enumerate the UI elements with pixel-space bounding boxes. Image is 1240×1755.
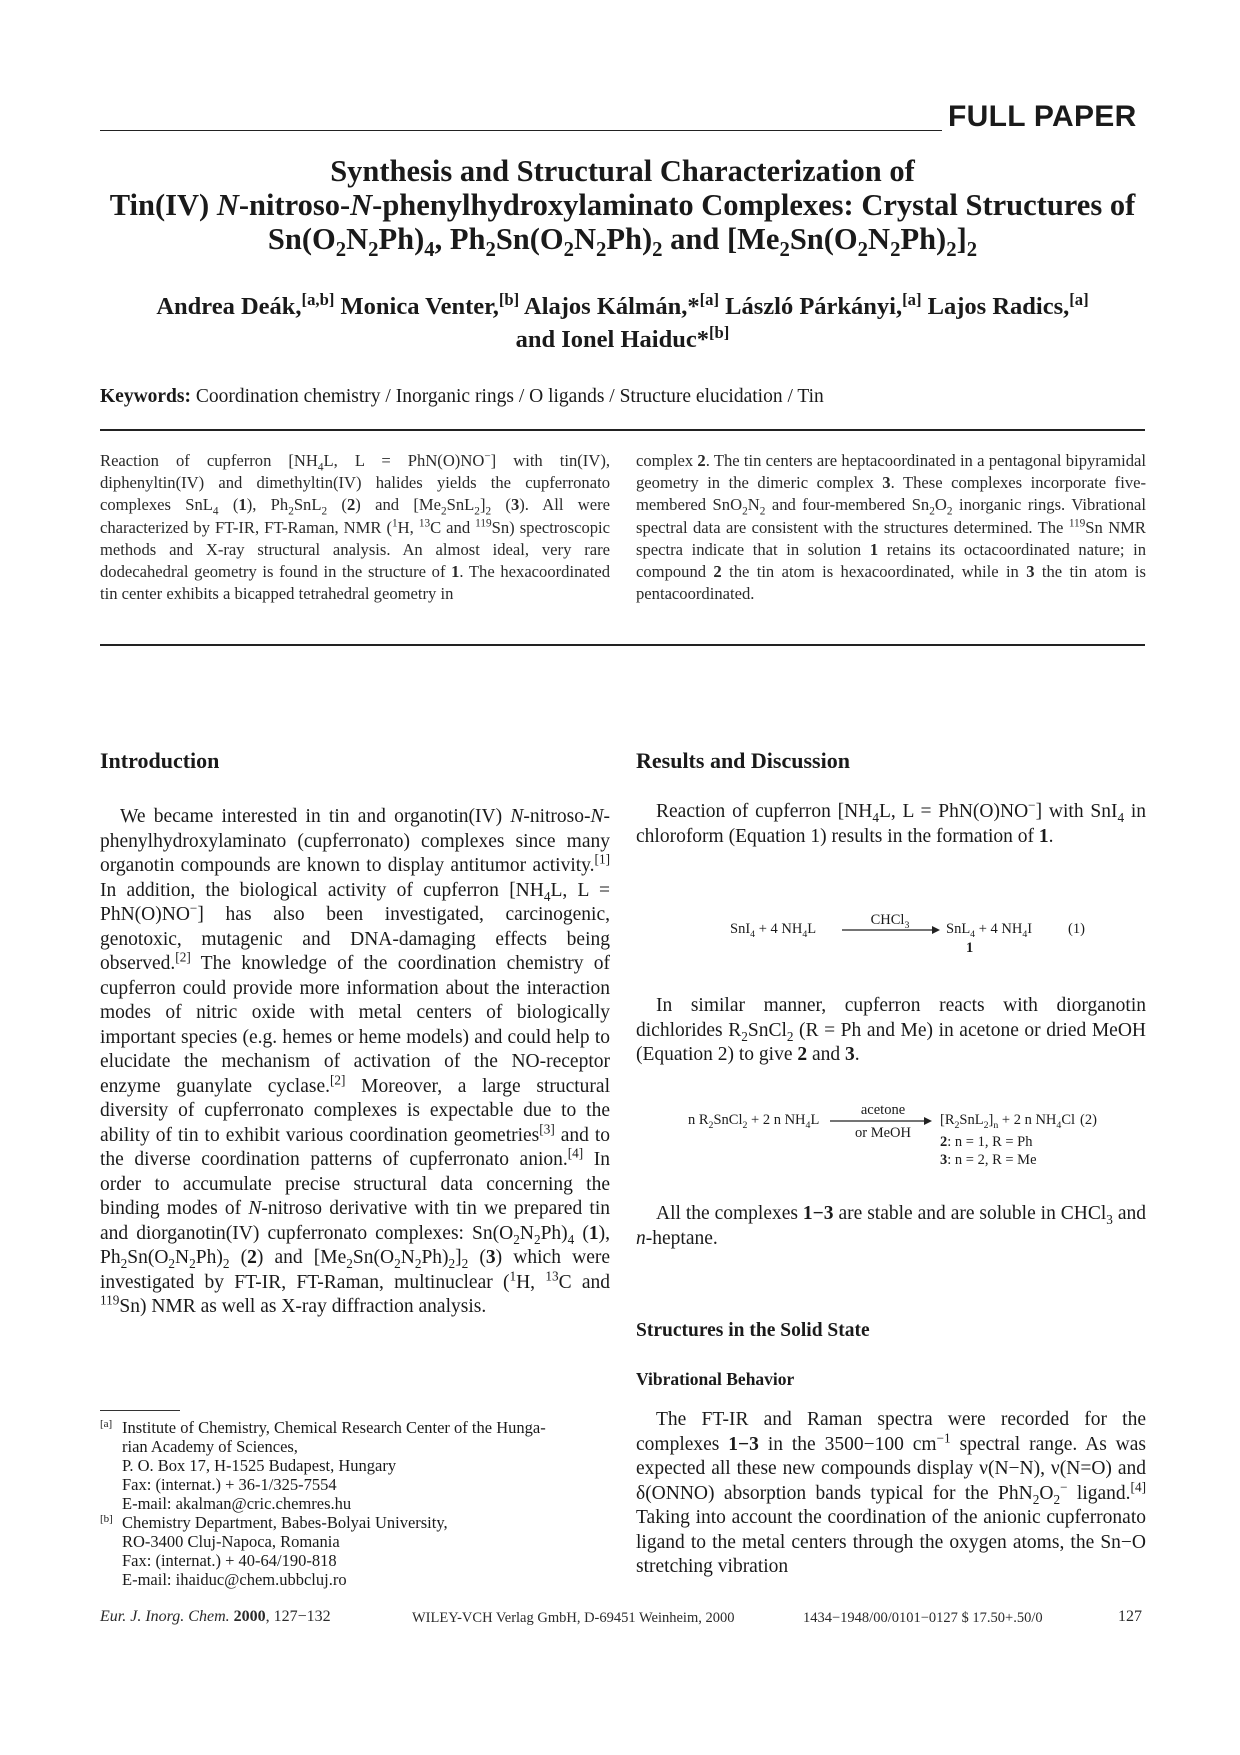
structures-paragraph: The FT-IR and Raman spectra were recorded for the complexes 1−3 in the 3500−100 $cm^{-1}$ spectral range. As was expected all these new compounds display ν(N−N), ν(N=O) and δ(ONNO) absorption bands typical for the $PhN_2O_2^-$ ligand.[4] Taking into account the coordination of the anionic cupferronato ligand to the metal centers through the oxygen atoms, the Sn−O stretching vibration [636,1409,1147,1577]
footnote-rule [100,1410,180,1411]
equation-2-lhs: n $R_2SnCl_2 + 2$ n $NH_4L$ [688,1112,820,1131]
footnote-line: Fax: (internat.) + 40-64/190-818 [122,1551,337,1570]
footnote-line: Chemistry Department, Babes-Bolyai University, [122,1513,448,1532]
vibrational-subheading: Vibrational Behavior [636,1369,795,1389]
abstract-bottom-rule [100,644,1145,646]
results-paragraph-3: All the complexes 1−3 are stable and are soluble in CHCl$_3$ and n-heptane. [636,1203,1147,1249]
footnote-mark: [b] [100,1513,113,1525]
equation-2-number: (2) [1080,1112,1097,1128]
author-affiliation: [a] [902,289,922,309]
results-paragraph-1: Reaction of cupferron [$NH_4L$, L = PhN(O)NO−] with SnI$_4$ in chloroform (Equation 1) results in the formation of 1. [636,797,1147,847]
abstract-left: Reaction of cupferron [$NH_4L$, L = PhN(O)NO−] with tin(IV), diphenyltin(IV) and dimethyltin(IV) halides yields the cupferronato complexes SnL$_4$ (1), $Ph_2SnL_2$ (2) and $[Me_2SnL_2]_2$ (3). All were characterized by FT-IR, FT-Raman, NMR ($^1$H, $^{13}$C and $^{119}$Sn) spectroscopic methods and X-ray structural analysis. An almost ideal, very rare dodecahedral geometry is found in the structure of 1. The hexacoordinated tin center exhibits a bicapped tetrahedral geometry in [100,450,611,604]
author-affiliation: [b] [708,322,730,342]
equation-1-rhs: SnL$_4$ + 4 $NH_4I$ [946,921,1033,940]
results-heading: Results and Discussion [636,748,850,773]
author-affiliation: [a] [699,289,720,309]
footnote-line: RO-3400 Cluj-Napoca, Romania [122,1532,340,1551]
footer-publisher: WILEY-VCH Verlag GmbH, D-69451 Weinheim, 2000 [412,1610,735,1626]
author-name: Lajos Radics, [927,293,1070,320]
equation-1-compound-label: 1 [966,940,974,956]
journal-year: 2000 [233,1608,266,1625]
equation-2-reagent-top: acetone [860,1102,906,1118]
introduction-heading: Introduction [100,748,220,773]
journal-pages: , 127−132 [265,1608,331,1625]
footnote-line: E-mail: ihaiduc@chem.ubbcluj.ro [122,1570,347,1589]
footnote-line: Fax: (internat.) + 36-1/325-7554 [122,1475,337,1494]
keywords-label: Keywords: [100,386,191,407]
title-line-1: Synthesis and Structural Characterization of [330,154,915,188]
keywords-text: Coordination chemistry / Inorganic rings / O ligands / Structure elucidation / Tin [195,386,824,407]
footnote-line: rian Academy of Sciences, [122,1437,298,1456]
author-name: Alajos Kálmán,* [524,293,700,320]
author-affiliation: [a] [1069,289,1089,309]
results-paragraph-2: In similar manner, cupferron reacts with diorganotin dichlorides $R_2SnCl_2$ (R = Ph and Me) in acetone or dried MeOH (Equation 2) to give 2 and 3. [636,995,1146,1065]
abstract-right: complex 2. The tin centers are heptacoordinated in a pentagonal bipyramidal geometry in the dimeric complex 3. These complexes incorporate five-membered $SnO_2N_2$ and four-membered $Sn_2O_2$ inorganic rings. Vibrational spectral data are consistent with the structures determined. The $^{119}$Sn NMR spectra indicate that in solution 1 retains its octacoordinated nature; in compound 2 the tin atom is hexacoordinated, while in 3 the tin atom is pentacoordinated. [636,451,1147,604]
keywords [100,386,824,408]
equation-1-reagent: CHCl$_3$ [870,912,910,931]
equation-2-note-2: 3: n = 2, R = Me [940,1152,1037,1168]
author-affiliation: [b] [498,289,520,309]
section-label: FULL PAPER [948,100,1137,133]
equation-1-lhs: SnI$_4$ + 4 $NH_4L$ [730,921,817,940]
header-rule [100,130,942,131]
equation-2-note-1: 2: n = 1, R = Ph [940,1134,1033,1150]
author-name: László Párkányi, [725,293,903,320]
footnote-line: Institute of Chemistry, Chemical Research Center of the Hunga- [122,1418,546,1437]
title-line-3: $Sn(O_2N_2Ph)_4$, $Ph_2Sn(O_2N_2Ph)_2$ and $[Me_2Sn(O_2N_2Ph)_2]_2$ [267,222,978,262]
title-line-2: Tin(IV) N-nitroso-N-phenylhydroxylaminato Complexes: Crystal Structures of [109,188,1136,222]
equation-2-reagent-bottom: or MeOH [855,1125,911,1141]
author-affiliation: [a,b] [301,289,335,309]
paper-title [100,154,1145,262]
author-name: Monica Venter, [340,293,499,320]
footnote-b [100,1513,620,1589]
equation-2-rhs: $[R_2SnL_2]_n + 2$ n $NH_4Cl$ [940,1112,1076,1131]
author-list [100,290,1145,356]
footnote-a [100,1418,620,1513]
reaction-arrow-icon [842,924,942,936]
footnote-line: P. O. Box 17, H-1525 Budapest, Hungary [122,1456,397,1475]
abstract-top-rule [100,429,1145,431]
journal-name: Eur. J. Inorg. Chem. [100,1608,230,1625]
footer-issn: 1434−1948/00/0101−0127 $ 17.50+.50/0 [803,1610,1043,1626]
structures-heading: Structures in the Solid State [636,1320,870,1341]
footnote-mark: [a] [100,1418,113,1430]
introduction-paragraph: We became interested in tin and organotin(IV) N-nitroso-N-phenylhydroxylaminato (cupferronato) complexes since many organotin compounds are known to display antitumor activity.[1] In addition, the biological activity of cupferron [$NH_4L$, L = PhN(O)NO−] has also been investigated, carcinogenic, genotoxic, mutagenic and DNA-damaging effects being observed.[2] The knowledge of the coordination chemistry of cupferron could provide more information about the interaction modes of nitric oxide with metal centers of biologically important species (e.g. hemes or heme models) and could help to elucidate the mechanism of activation of the NO-receptor enzyme guanylate cyclase.[2] Moreover, a large structural diversity of cupferronato complexes is expectable due to the ability of tin to exhibit various coordination geometries[3] and to the diverse coordination patterns of cupferronato anion.[4] In order to accumulate precise structural data concerning the binding modes of N-nitroso derivative with tin we prepared tin and diorganotin(IV) cupferronato complexes: $Sn(O_2N_2Ph)_4$ (1), $Ph_2Sn(O_2N_2Ph)_2$ (2) and $[Me_2Sn(O_2N_2Ph)_2]_2$ (3) which were investigated by FT-IR, FT-Raman, multinuclear ($^1$H, $^{13}$C and $^{119}$Sn) NMR as well as X-ray diffraction analysis. [100,806,611,1317]
footer-citation [100,1608,331,1626]
author-name: and Ionel Haiduc* [515,326,709,353]
page-number: 127 [1118,1608,1142,1625]
equation-1-number: (1) [1068,921,1085,937]
footnote-line: E-mail: akalman@cric.chemres.hu [122,1494,352,1513]
author-name: Andrea Deák, [156,293,302,320]
